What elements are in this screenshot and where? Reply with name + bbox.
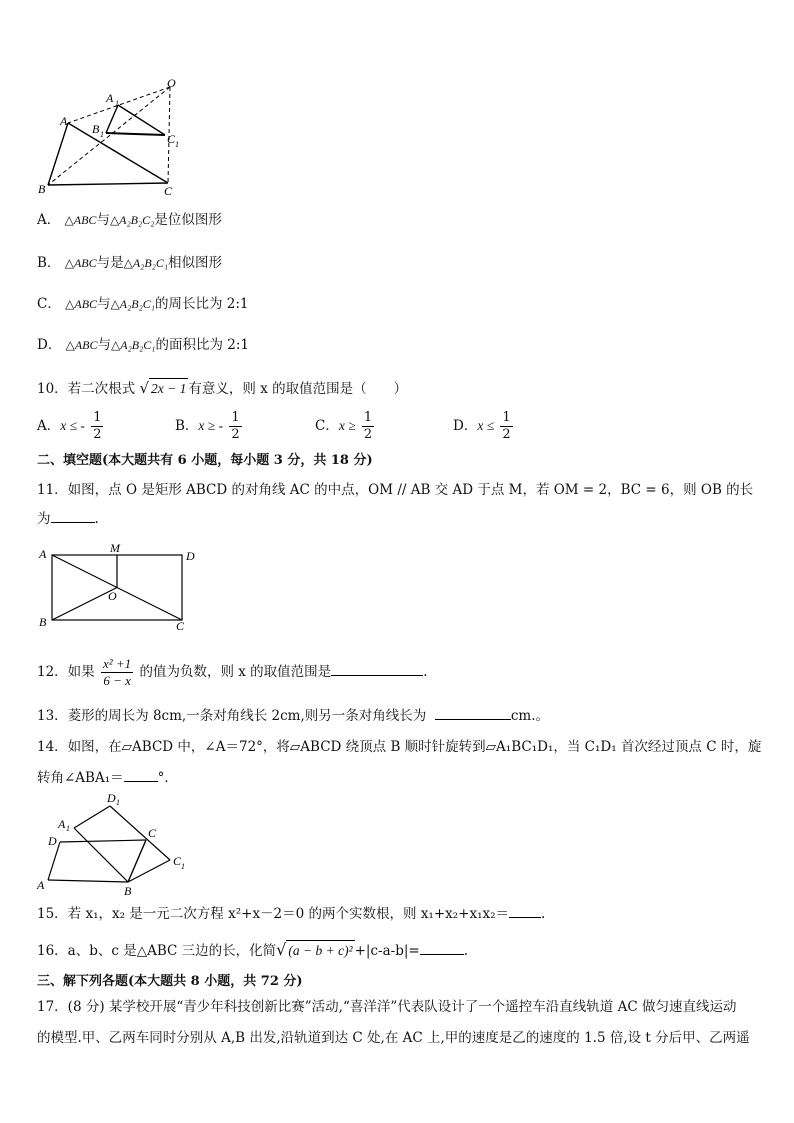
- label-D1: D: [107, 791, 116, 805]
- q11-answer-blank[interactable]: [51, 508, 95, 523]
- label-C1: C: [167, 132, 176, 146]
- q17-line2: 的模型.甲、乙两车同时分别从 A,B 出发,沿轨道到达 C 处,在 AC 上,甲的速度是乙的速度的 1.5 倍,设 t 分后甲、乙两遥: [37, 1030, 750, 1046]
- label-O: O: [108, 589, 117, 603]
- q14-line2: 转角∠ABA₁＝ °．: [37, 767, 178, 788]
- q16-line: 16．a、b、c 是△ABC 三边的长，化简√ (a − b + c)² +|c-a-b|= .: [37, 940, 469, 959]
- q10-option-d: D．x ≤ $\frac{1}{2}$: [453, 410, 511, 442]
- label-B1-sub: 1: [100, 130, 104, 139]
- label-C1-sub: 1: [175, 140, 179, 149]
- label-C1-sub: 1: [181, 862, 185, 871]
- q11-line2: 为 .: [37, 508, 99, 529]
- q10-option-a: A．x ≤ - $\frac{1}{2}$: [37, 410, 102, 442]
- label-A: A: [37, 878, 45, 892]
- q13-answer-blank[interactable]: [435, 705, 511, 720]
- q12-line: 12．如果 $\frac{\text{x² +1}}{6 - x}$ 的值为负数，则 x 的取值范围是 .: [37, 656, 428, 688]
- label-C: C: [164, 184, 173, 198]
- label-A1-sub: 1: [115, 99, 119, 108]
- q9-option-c: C． △ABC与△A₂B₂C₁的周长比为 2:1: [37, 296, 249, 312]
- label-C: C: [176, 619, 185, 633]
- q13-line: 13．菱形的周长为 8cm,一条对角线长 2cm,则另一条对角线长为 cm.。: [37, 705, 549, 726]
- label-D: D: [48, 834, 57, 848]
- q10-stem: 10．若二次根式 √ 2x − 1 有意义，则 x 的取值范围是（ ）: [37, 379, 408, 397]
- q12-answer-blank[interactable]: [331, 661, 423, 676]
- label-C: C: [148, 826, 157, 840]
- figure-homothety: [30, 75, 200, 200]
- label-A1: A: [106, 91, 114, 105]
- label-D: D: [186, 549, 195, 563]
- label-C1: C: [173, 854, 182, 868]
- q9-option-a: A． △ABC与△A₂B₂C₂是位似图形: [37, 212, 222, 228]
- label-M: M: [110, 541, 120, 555]
- label-A: A: [60, 114, 68, 128]
- label-D1-sub: 1: [116, 798, 120, 807]
- q14-answer-blank[interactable]: [124, 767, 158, 782]
- q16-answer-blank[interactable]: [420, 940, 464, 955]
- label-O: O: [167, 76, 176, 90]
- section-2-heading: 二、填空题(本大题共有 6 小题，每小题 3 分，共 18 分): [37, 453, 373, 468]
- q14-line1: 14．如图，在▱ABCD 中，∠A＝72°，将▱ABCD 绕顶点 B 顺时针旋转到▱A₁BC₁D₁，当 C₁D₁ 首次经过顶点 C 时，旋: [37, 739, 762, 755]
- q15-line: 15．若 x₁，x₂ 是一元二次方程 x²+x－2＝0 的两个实数根，则 x₁+x₂+x₁x₂＝ .: [37, 903, 545, 924]
- section-3-heading: 三、解下列各题(本大题共 8 小题，共 72 分): [37, 974, 303, 989]
- figure-rectangle: [34, 540, 204, 635]
- label-A1-sub: 1: [66, 824, 70, 833]
- q15-answer-blank[interactable]: [509, 903, 541, 918]
- q17-line1: 17．(8 分) 某学校开展“青少年科技创新比赛”活动,“喜洋洋”代表队设计了一个遥控车沿直线轨道 AC 做匀速直线运动: [37, 999, 737, 1015]
- figure-parallelogram: [34, 790, 204, 900]
- label-A1: A: [58, 817, 66, 831]
- label-B: B: [38, 182, 46, 196]
- q9-option-d: D． △ABC与△A₂B₂C₁的面积比为 2:1: [37, 337, 249, 353]
- q10-option-c: C．x ≥ $\frac{1}{2}$: [315, 410, 373, 442]
- label-B1: B: [92, 122, 100, 136]
- q9-option-b: B． △ABC与是△A₂B₂C₁相似图形: [37, 255, 223, 271]
- label-B: B: [124, 884, 132, 898]
- q11-line1: 11．如图，点 O 是矩形 ABCD 的对角线 AC 的中点，OM // AB 交 AD 于点 M，若 OM = 2，BC = 6，则 OB 的长: [37, 482, 754, 498]
- label-B: B: [39, 615, 47, 629]
- label-A: A: [39, 547, 47, 561]
- q10-option-b: B．x ≥ - $\frac{1}{2}$: [175, 410, 240, 442]
